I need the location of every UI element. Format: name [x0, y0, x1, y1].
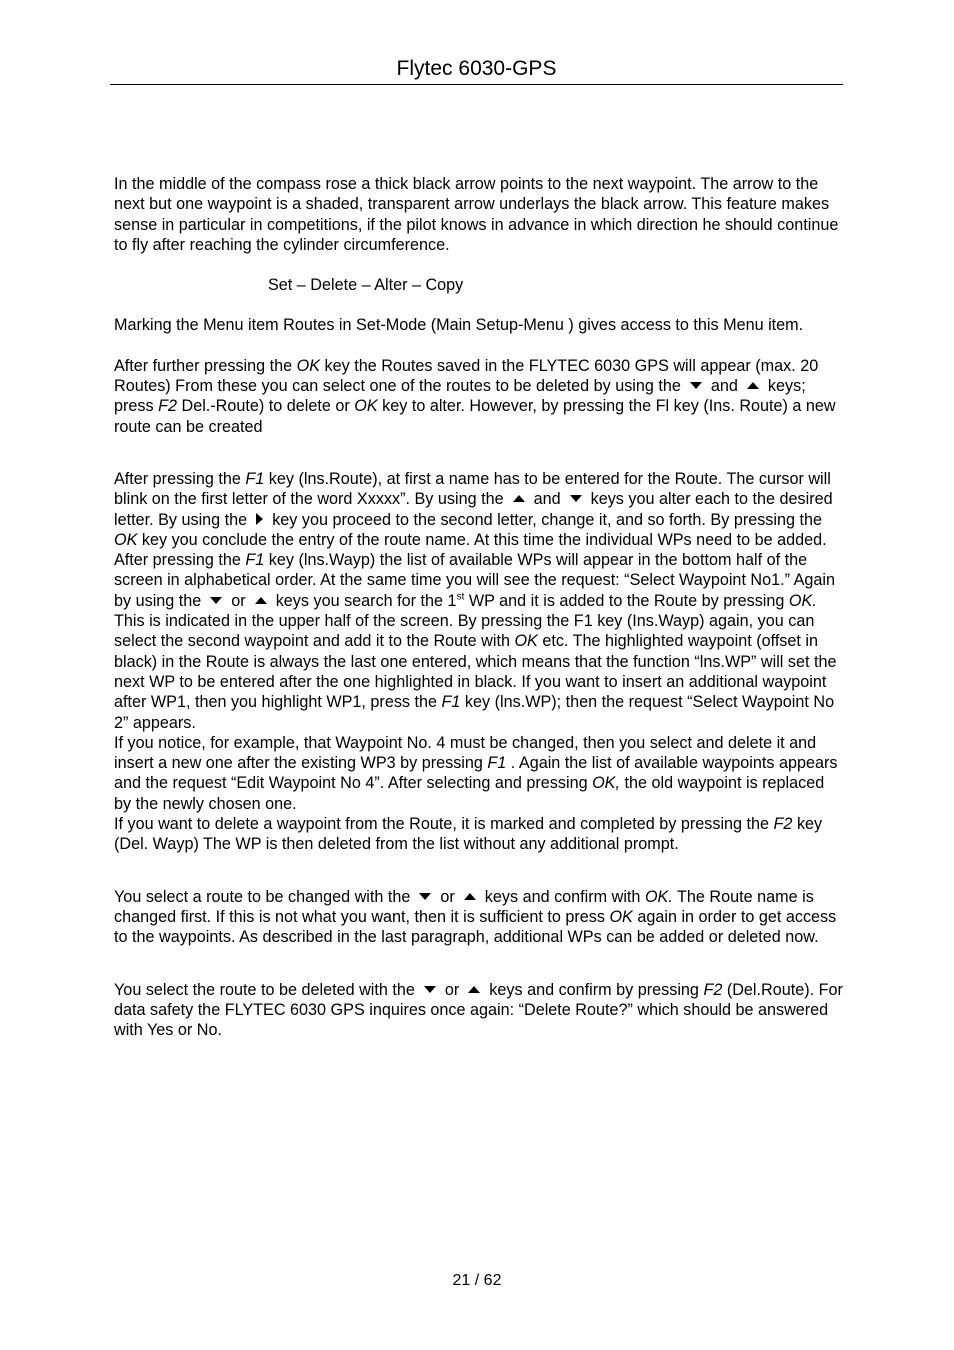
triangle-down-icon — [419, 893, 431, 900]
paragraph-delete-route: You select the route to be deleted with the or keys and confirm by pressing F2 (Del.Route). For data safety the FLYTEC 6030 GPS inquires once again: “Delete Route?” which should be answered with Yes or No. — [114, 980, 843, 1040]
triangle-up-icon — [464, 893, 476, 900]
triangle-up-icon — [255, 597, 267, 604]
triangle-right-icon — [256, 513, 263, 525]
page-footer — [0, 1272, 954, 1290]
paragraph-compass: In the middle of the compass rose a thick black arrow points to the next waypoint. The arrow to the next but one waypoint is a shaded, transparent arrow underlays the black arrow. This feature makes sense in particular in competitions, if the pilot knows in advance in which direction he should continue to fly after reaching the cylinder circumference. — [114, 175, 839, 254]
triangle-up-icon — [468, 986, 480, 993]
paragraph-routes-access: Marking the Menu item Routes in Set-Mode (Main Setup-Menu ) gives access to this Menu item. — [114, 316, 804, 335]
triangle-down-icon — [690, 382, 702, 389]
paragraph-delete-waypoint: If you want to delete a waypoint from the Route, it is marked and completed by pressing the F2 key (Del. Wayp) The WP is then deleted from the list without any additional prompt. — [114, 815, 823, 854]
page-header — [110, 56, 843, 85]
section-options: Set – Delete – Alter – Copy — [268, 276, 464, 295]
paragraph-new-route: After pressing the F1 key (lns.Route), at first a name has to be entered for the Route. The cursor will blink on the first letter of the word Xxxxx”. By using the and keys you alter each to the desired letter. By using the key you proceed to the second letter, change it, and so forth. By pressing the OK key you conclude the entry of the route name. At this time the individual WPs need to be added. After pressing the F1 key (lns.Wayp) the list of available WPs will appear in the bottom half of the screen in alphabetical order. At the same time you will see the request: “Select Waypoint No1.” Again by using the or keys you search for the 1st WP and it is added to the Route by pressing OK. This is indicated in the upper half of the screen. By pressing the F1 key (Ins.Wayp) again, you can select the second waypoint and add it to the Route with OK etc. The highlighted waypoint (offset in black) in the Route is always the last one entered, which means that the function “lns.WP” will set the next WP to be entered after the one highlighted in black. If you want to insert an additional waypoint after WP1, then you highlight WP1, press the F1 key (lns.WP); then the request “Select Waypoint No 2” appears. — [114, 469, 837, 732]
triangle-up-icon — [513, 495, 525, 502]
header-title: Flytec 6030-GPS — [396, 57, 557, 80]
page-number: 21 / 62 — [452, 1272, 502, 1289]
document-body — [114, 174, 844, 1040]
paragraph-alter-route: You select a route to be changed with the or keys and confirm with OK. The Route name is changed first. If this is not what you want, then it is sufficient to press OK again in order to get access to the waypoints. As described in the last paragraph, additional WPs can be added or deleted now. — [114, 887, 837, 947]
triangle-down-icon — [570, 495, 582, 502]
triangle-down-icon — [210, 597, 222, 604]
triangle-down-icon — [424, 986, 436, 993]
paragraph-routes-list: After further pressing the OK key the Routes saved in the FLYTEC 6030 GPS will appear (max. 20 Routes) From these you can select one of the routes to be deleted by using the and keys; press F2 Del.-Route) to delete or OK key to alter. However, by pressing the Fl key (Ins. Route) a new route can be created — [114, 356, 836, 436]
triangle-up-icon — [747, 382, 759, 389]
paragraph-change-waypoint: If you notice, for example, that Waypoint No. 4 must be changed, then you select and delete it and insert a new one after the existing WP3 by pressing F1 . Again the list of available waypoints appears and the request “Edit Waypoint No 4”. After selecting and pressing OK, the old waypoint is replaced by the newly chosen one. — [114, 733, 838, 813]
